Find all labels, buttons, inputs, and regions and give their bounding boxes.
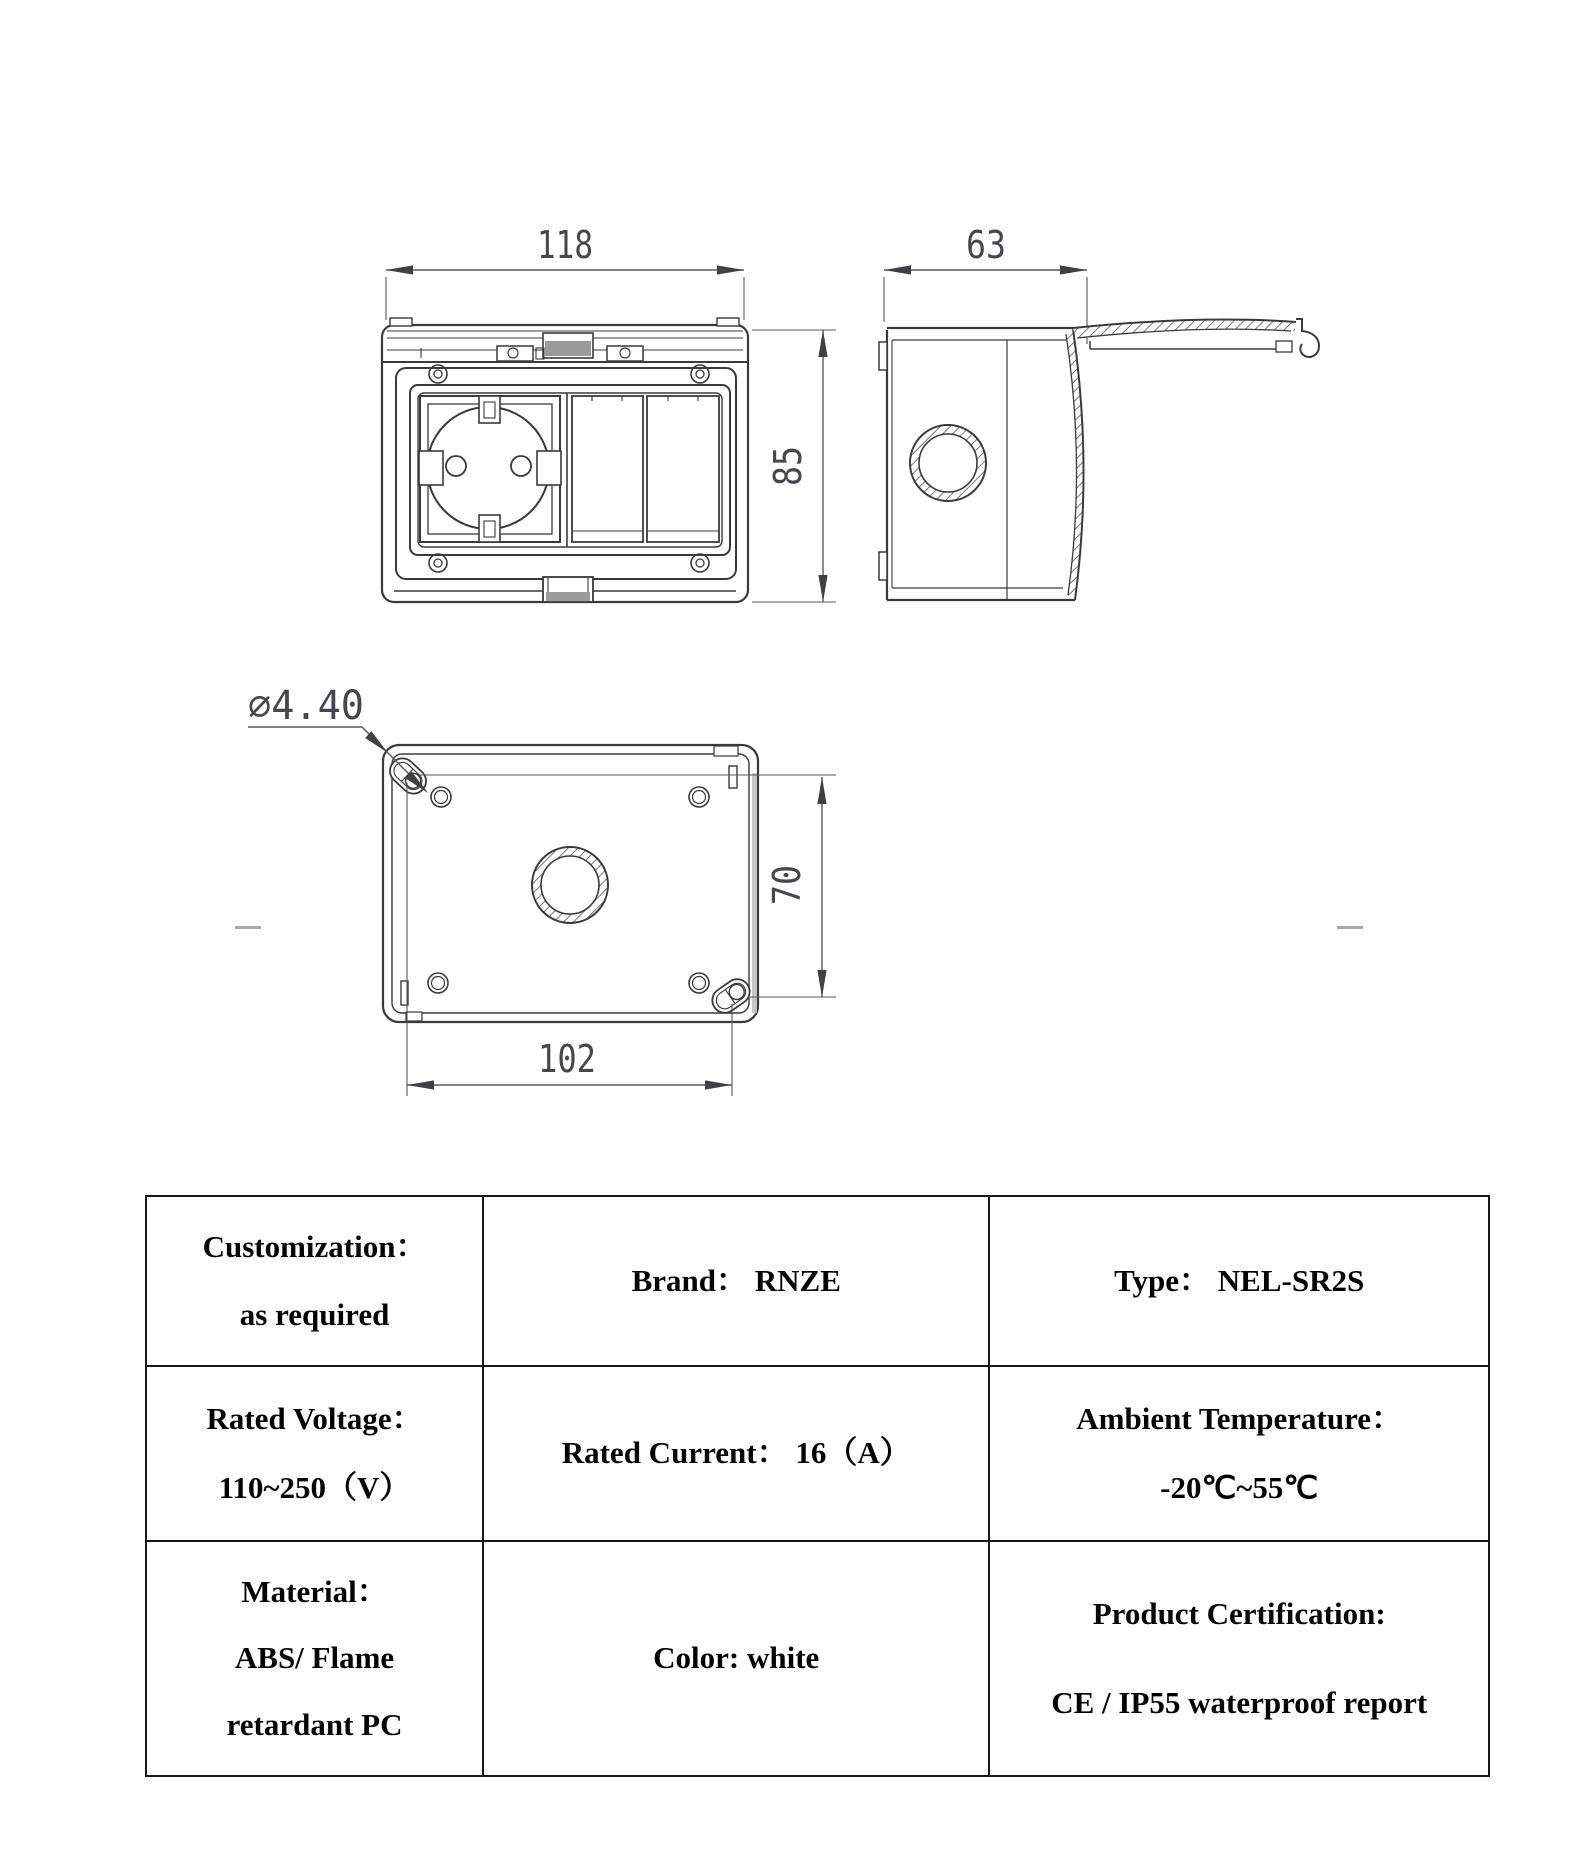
- side-view: [879, 319, 1319, 600]
- spec-text: CE / IP55 waterproof report: [1051, 1684, 1428, 1720]
- dim-text-70: 70: [765, 859, 809, 905]
- spec-cell-customization: [146, 1196, 483, 1366]
- spec-text: Brand： RNZE: [631, 1262, 841, 1298]
- spec-text: Product Certification:: [1092, 1595, 1386, 1631]
- edge-notch-top: [714, 746, 738, 756]
- wall-slot-top-right: [729, 766, 737, 788]
- dim-text-diameter: ∅4.40: [248, 683, 364, 729]
- spec-text: ABS/ Flame: [234, 1640, 395, 1676]
- spec-cell-rated-voltage: [146, 1366, 483, 1541]
- dim-mount-vertical: [420, 775, 836, 997]
- dim-front-width: [386, 223, 744, 320]
- dim-front-height: [752, 330, 836, 602]
- spec-text: Ambient Temperature：: [1076, 1400, 1403, 1436]
- mount-tab-bottom: [879, 552, 887, 580]
- spec-text: Rated Current： 16（A）: [561, 1435, 911, 1471]
- screw-bottom-left: [429, 554, 447, 572]
- spec-text: -20℃~55℃: [1160, 1469, 1319, 1505]
- spec-table: [145, 1195, 1490, 1777]
- open-lid-flap: [1073, 319, 1319, 357]
- spec-cell-rated-current: [483, 1366, 989, 1541]
- dim-mount-horizontal: [407, 783, 732, 1096]
- spec-row-2: [146, 1366, 1489, 1541]
- spec-cell-material: [146, 1541, 483, 1776]
- spec-cell-type: [989, 1196, 1489, 1366]
- rocker-switch-2: [647, 396, 719, 542]
- cable-entry-back: [532, 847, 608, 923]
- dim-side-depth: [884, 223, 1087, 344]
- switch-rockers: [567, 393, 719, 547]
- spec-text: Color: white: [653, 1640, 820, 1676]
- lid-hinge-block: [543, 333, 593, 358]
- lid-corner-step-right: [717, 318, 739, 326]
- rocker-switch-1: [572, 396, 643, 542]
- screw-boss-top-right: [689, 787, 709, 807]
- spec-row-3: [146, 1541, 1489, 1776]
- schuko-socket: [419, 396, 561, 542]
- spec-text: Type： NEL-SR2S: [1114, 1262, 1365, 1298]
- cover-bulge: [1066, 329, 1084, 600]
- dim-text-85: 85: [766, 440, 810, 486]
- socket-tab-bottom: [479, 515, 500, 542]
- spec-row-1: [146, 1196, 1489, 1366]
- cable-entry-side: [910, 425, 986, 501]
- mount-tab-top: [879, 342, 887, 370]
- spec-text: Rated Voltage：: [206, 1400, 423, 1436]
- spec-text: retardant PC: [226, 1707, 403, 1743]
- lid-latch-left: [497, 346, 533, 361]
- margin-dash-right: [1337, 926, 1363, 929]
- dim-text-102: 102: [538, 1037, 596, 1081]
- earth-clip-left: [419, 451, 443, 485]
- screw-bottom-right: [691, 554, 709, 572]
- spec-text: Material：: [241, 1573, 388, 1609]
- module-frame-outer: [410, 385, 730, 555]
- edge-notch-bottom: [406, 1012, 422, 1021]
- pin-hole-right: [511, 456, 531, 476]
- spec-cell-certification: [989, 1541, 1489, 1776]
- spec-cell-color: [483, 1541, 989, 1776]
- margin-dash-left: [235, 926, 261, 929]
- spec-text: as required: [239, 1296, 390, 1332]
- lid-corner-step-left: [390, 318, 412, 326]
- spec-cell-ambient-temperature: [989, 1366, 1489, 1541]
- lid-latch-right: [607, 346, 643, 361]
- spec-text: Customization：: [202, 1229, 427, 1265]
- pin-hole-left: [446, 456, 466, 476]
- bottom-latch-tab: [543, 577, 593, 602]
- back-view: [383, 745, 758, 1022]
- screw-boss-top-left: [431, 787, 451, 807]
- socket-tab-top: [479, 396, 500, 423]
- screw-boss-bottom-right: [689, 973, 709, 993]
- flap-hook: [1296, 319, 1319, 357]
- spec-text: 110~250（V）: [218, 1469, 411, 1505]
- front-view: [382, 318, 748, 602]
- keyhole-slot-bottom-right: [707, 974, 754, 1017]
- spec-cell-brand: [483, 1196, 989, 1366]
- earth-clip-right: [537, 451, 561, 485]
- dim-text-118: 118: [537, 223, 593, 267]
- screw-boss-bottom-left: [428, 973, 448, 993]
- dim-text-63: 63: [966, 223, 1006, 267]
